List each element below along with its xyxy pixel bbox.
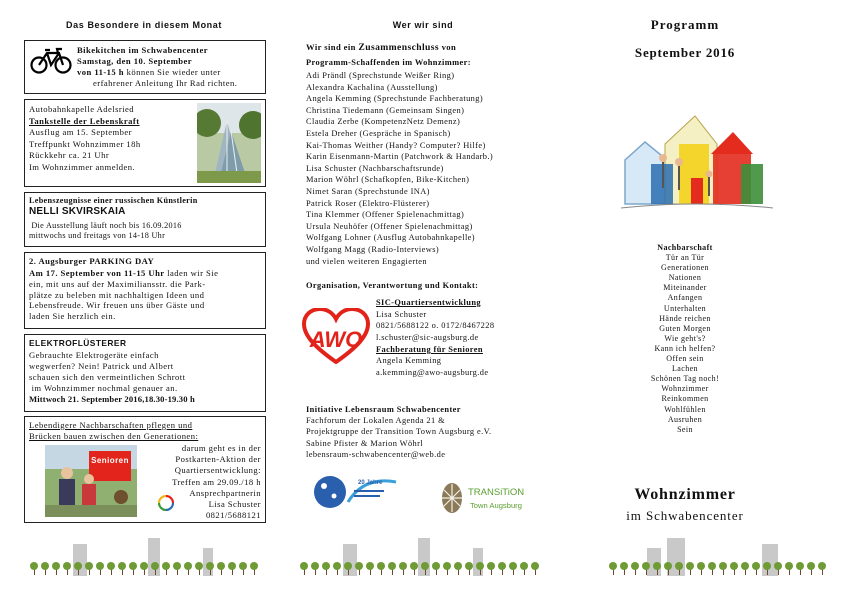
- tree-icon: [96, 562, 104, 570]
- tree-icon: [653, 562, 661, 570]
- word-item: Unterhalten: [663, 303, 707, 313]
- column-middle: [298, 0, 548, 595]
- tree-icon: [63, 562, 71, 570]
- awo-heart-logo: [302, 308, 370, 364]
- person-item: Tina Klemmer (Offener Spielenachmittag): [306, 210, 465, 220]
- tree-icon: [30, 562, 38, 570]
- tree-icon: [454, 562, 462, 570]
- electro-line-4: im Wohnzimmer nochmal genauer an.: [29, 383, 178, 393]
- word-item: Wie geht's?: [664, 333, 706, 343]
- word-item: Anfangen: [667, 293, 703, 303]
- intro-c: von: [439, 42, 457, 52]
- bicycle-icon: [29, 46, 73, 74]
- word-item: Wohnzimmer: [661, 384, 709, 394]
- section-header-who: Wer wir sind: [392, 20, 454, 30]
- tree-icon: [818, 562, 826, 570]
- initiative-block: [306, 404, 491, 460]
- awo-text: AWO: [309, 327, 363, 352]
- sic-logo-icon: [158, 495, 174, 511]
- fach-mail[interactable]: a.kemming@awo-augsburg.de: [376, 368, 489, 378]
- person-item: Kai-Thomas Weither (Handy? Computer? Hilfe): [306, 140, 486, 150]
- chapel-register: Im Wohnzimmer anmelden.: [29, 161, 136, 172]
- transition-town-logo: [438, 478, 548, 518]
- tree-icon: [129, 562, 137, 570]
- init-line-1: Fachforum der Lokalen Agenda 21 &: [306, 416, 446, 426]
- bike-text-2: erfahrener Anleitung Ihr Rad richten.: [93, 78, 238, 88]
- parking-line-3: plätze zu beleben mit nachhaltigen Ideen und: [29, 289, 205, 300]
- neighbor-photo: [45, 445, 137, 517]
- transition-word: TRANSiTiON: [468, 487, 525, 498]
- neighbor-line-1: Lebendigere Nachbarschaften pflegen und: [29, 420, 193, 430]
- footer-trees-right: [607, 538, 832, 583]
- tree-icon: [719, 562, 727, 570]
- tree-icon: [675, 562, 683, 570]
- init-line-3: Sabine Pfister & Marion Wöhrl: [306, 438, 424, 448]
- tree-icon: [239, 562, 247, 570]
- tree-icon: [443, 562, 451, 570]
- person-item: Nimet Saran (Sprechstunde INA): [306, 186, 430, 196]
- intro-a: Wir sind ein: [306, 42, 359, 52]
- word-item: Lachen: [672, 364, 698, 374]
- tree-icon: [631, 562, 639, 570]
- person-item: Patrick Roser (Elektro-Flüsterer): [306, 198, 430, 208]
- fach-name: Angela Kemming: [376, 356, 442, 366]
- artist-box: [24, 192, 266, 247]
- tree-icon: [763, 562, 771, 570]
- word-item: Nationen: [668, 273, 702, 283]
- neighbor-box: [24, 416, 266, 523]
- parking-line-4: Lebensfreude. Wir freuen uns über Gäste und: [29, 300, 205, 311]
- electro-box: [24, 334, 266, 412]
- building-shape: [73, 544, 87, 576]
- footer-title: Wohnzimmer: [634, 486, 736, 503]
- tree-icon: [399, 562, 407, 570]
- tree-icon: [250, 562, 258, 570]
- electro-line-2: wegwerfen? Nein! Patrick und Albert: [29, 361, 174, 371]
- chapel-photo: [197, 103, 261, 183]
- person-item: Claudia Zerbe (KompetenzNetz Demenz): [306, 117, 461, 127]
- tree-icon: [107, 562, 115, 570]
- bike-time-line: [77, 67, 221, 78]
- tree-icon: [697, 562, 705, 570]
- tree-icon: [344, 562, 352, 570]
- init-mail[interactable]: lebensraum-schwabencenter@web.de: [306, 449, 446, 459]
- tree-icon: [476, 562, 484, 570]
- person-item: Wolfgang Magg (Radio-Interviews): [306, 244, 440, 254]
- tree-icon: [796, 562, 804, 570]
- tree-icon: [752, 562, 760, 570]
- neighborhood-words: [585, 243, 785, 435]
- tree-icon: [807, 562, 815, 570]
- word-item: Sein: [677, 424, 693, 434]
- person-item: Ursula Neuhöfer (Offener Spielenachmittag): [306, 221, 473, 231]
- bike-time: von 11-15 h: [77, 67, 124, 77]
- footer-trees-left: [28, 538, 268, 583]
- neighbor-right-text: [172, 443, 261, 521]
- intro-b: Zusammenschluss: [358, 42, 440, 53]
- person-item: Adi Prändl (Sprechstunde Weißer Ring): [306, 71, 455, 80]
- parking-date: Am 17. September von 11-15 Uhr: [29, 268, 165, 278]
- word-item: Generationen: [661, 263, 709, 273]
- chapel-text: [29, 104, 141, 173]
- tree-icon: [228, 562, 236, 570]
- tree-icon: [377, 562, 385, 570]
- bike-kitchen-box: [24, 40, 266, 94]
- word-item: Offen sein: [666, 354, 704, 364]
- chapel-subtitle: Tankstelle der Lebenskraft: [29, 115, 140, 126]
- family-houses-illustration: [617, 104, 777, 219]
- artist-dates: Die Ausstellung läuft noch bis 16.09.2016: [29, 221, 182, 230]
- word-item: Hände reichen: [659, 313, 711, 323]
- tree-icon: [118, 562, 126, 570]
- tree-icon: [300, 562, 308, 570]
- tree-icon: [173, 562, 181, 570]
- init-line-2: Projektgruppe der Transition Town Augsburg e.V.: [306, 427, 492, 437]
- tree-icon: [686, 562, 694, 570]
- artist-name: NELLI SKVIRSKAIA: [29, 206, 126, 217]
- photo-sign-text: Senioren: [91, 456, 129, 465]
- tree-icon: [421, 562, 429, 570]
- neighbor-r6: Lisa Schuster: [208, 499, 261, 510]
- tree-icon: [520, 562, 528, 570]
- chapel-return: Rückkehr ca. 21 Uhr: [29, 150, 110, 160]
- programm-title: Programm: [650, 17, 720, 32]
- person-item: Estela Dreher (Gespräche in Spanisch): [306, 128, 451, 138]
- tree-icon: [465, 562, 473, 570]
- artist-hours: mittwochs und freitags von 14-18 Uhr: [29, 231, 166, 240]
- word-item: Ausruhen: [667, 414, 703, 424]
- bike-date: Samstag, den 10. September: [77, 56, 193, 66]
- word-item: Schönen Tag noch!: [650, 374, 720, 384]
- footer-subtitle: im Schwabencenter: [626, 508, 744, 523]
- intro-line: [306, 42, 456, 53]
- parking-invite: laden wir Sie: [164, 268, 219, 278]
- tree-icon: [509, 562, 517, 570]
- sic-name: Lisa Schuster: [376, 309, 427, 319]
- person-item: Wolfgang Lohner (Ausflug Autobahnkapelle): [306, 233, 475, 243]
- person-item: Lisa Schuster (Nachbarschaftsrunde): [306, 163, 444, 173]
- word-item: Kann ich helfen?: [654, 343, 716, 353]
- tree-icon: [162, 562, 170, 570]
- tree-icon: [184, 562, 192, 570]
- neighbor-r7: 0821/5688121: [205, 510, 261, 521]
- programm-month: September 2016: [634, 45, 736, 60]
- tree-icon: [41, 562, 49, 570]
- word-item: Tür an Tür: [665, 253, 705, 263]
- tree-icon: [140, 562, 148, 570]
- agenda21-logo: [312, 472, 398, 514]
- list-title: Programm-Schaffenden im Wohnzimmer:: [306, 58, 471, 67]
- tree-icon: [609, 562, 617, 570]
- person-item: Alexandra Kachalina (Ausstellung): [306, 82, 438, 92]
- tree-icon: [620, 562, 628, 570]
- tree-icon: [708, 562, 716, 570]
- person-item: und vielen weiteren Engagierten: [306, 256, 427, 266]
- chapel-date: Ausflug am 15. September: [29, 127, 132, 137]
- column-right: [585, 0, 830, 595]
- tree-icon: [785, 562, 793, 570]
- tree-icon: [366, 562, 374, 570]
- tree-icon: [85, 562, 93, 570]
- footer-trees-middle: [298, 538, 548, 583]
- tree-icon: [432, 562, 440, 570]
- person-item: Karin Eisenmann-Martin (Patchwork & Handarb.): [306, 152, 494, 162]
- tree-icon: [355, 562, 363, 570]
- parking-title: 2. Augsburger PARKING DAY: [29, 256, 155, 266]
- word-item: Miteinander: [663, 283, 707, 293]
- tree-icon: [333, 562, 341, 570]
- bike-title: Bikekitchen im Schwabencenter: [77, 45, 208, 55]
- sic-title: SIC-Quartiersentwicklung: [376, 298, 481, 307]
- tree-icon: [664, 562, 672, 570]
- bike-text: können Sie wieder unter: [123, 67, 221, 77]
- tree-icon: [195, 562, 203, 570]
- tree-icon: [487, 562, 495, 570]
- chapel-title: Autobahnkapelle Adelsried: [29, 104, 135, 114]
- electro-date: Mittwoch 21. September 2016,18.30-19.30 h: [29, 394, 195, 404]
- electro-title: ELEKTROFLÜSTERER: [29, 338, 127, 348]
- neighbor-r5: Ansprechpartnerin: [189, 487, 261, 498]
- contact-block: [376, 297, 494, 379]
- neighbor-r2: Postkarten-Aktion der: [175, 454, 261, 465]
- neighbor-line-2: Brücken bauen zwischen den Generationen:: [29, 431, 199, 441]
- electro-line-1: Gebrauchte Elektrogeräte einfach: [29, 350, 159, 360]
- tree-icon: [741, 562, 749, 570]
- neighbor-r4: Treffen am 29.09./18 h: [172, 476, 261, 487]
- building-shape: [667, 538, 685, 576]
- column-left: [18, 0, 270, 595]
- tree-icon: [74, 562, 82, 570]
- sic-phone[interactable]: 0821/5688122 o. 0172/8467228: [376, 321, 495, 331]
- transition-town: Town Augsburg: [470, 501, 522, 510]
- section-header-special: Das Besondere in diesem Monat: [66, 20, 222, 30]
- people-list: [306, 70, 551, 267]
- neighbor-r1: darum geht es in der: [181, 443, 261, 453]
- word-item: Guten Morgen: [659, 323, 711, 333]
- tree-icon: [217, 562, 225, 570]
- init-title: Initiative Lebensraum Schwabencenter: [306, 405, 461, 414]
- tree-icon: [52, 562, 60, 570]
- artist-subtitle: Lebenszeugnisse einer russischen Künstlerin: [29, 196, 198, 205]
- words-title: Nachbarschaft: [657, 243, 713, 252]
- electro-line-3: schauen sich den vermeintlichen Schrott: [29, 372, 186, 382]
- person-item: Angela Kemming (Sprechstunde Fachberatung): [306, 94, 484, 104]
- agenda21-years: 20 Jahre: [358, 480, 383, 486]
- sic-mail[interactable]: l.schuster@sic-augsburg.de: [376, 332, 479, 342]
- tree-icon: [498, 562, 506, 570]
- tree-icon: [774, 562, 782, 570]
- org-title: Organisation, Verantwortung und Kontakt:: [306, 281, 479, 290]
- fach-title: Fachberatung für Senioren: [376, 344, 483, 354]
- tree-icon: [151, 562, 159, 570]
- tree-icon: [410, 562, 418, 570]
- building-shape: [343, 544, 357, 576]
- person-item: Marion Wöhrl (Schafkopfen, Bike-Kitchen): [306, 175, 470, 185]
- tree-icon: [531, 562, 539, 570]
- neighbor-r3: Quartiersentwicklung:: [174, 465, 261, 476]
- tree-icon: [206, 562, 214, 570]
- person-item: Christina Tiedemann (Gemeinsam Singen): [306, 105, 465, 115]
- electro-text: [29, 350, 195, 405]
- word-item: Wohlfühlen: [664, 404, 706, 414]
- building-shape: [762, 544, 778, 576]
- word-item: Reinkommen: [661, 394, 709, 404]
- tree-icon: [311, 562, 319, 570]
- parking-line-5: laden Sie herzlich ein.: [29, 311, 116, 322]
- chapel-box: [24, 99, 266, 187]
- chapel-meet: Treffpunkt Wohnzimmer 18h: [29, 138, 141, 149]
- parking-text: [29, 268, 218, 322]
- parking-day-box: [24, 252, 266, 329]
- tree-icon: [730, 562, 738, 570]
- tree-icon: [388, 562, 396, 570]
- tree-icon: [322, 562, 330, 570]
- parking-line-2: ein, mit uns auf der Maximiliansstr. die Park-: [29, 278, 206, 289]
- tree-icon: [642, 562, 650, 570]
